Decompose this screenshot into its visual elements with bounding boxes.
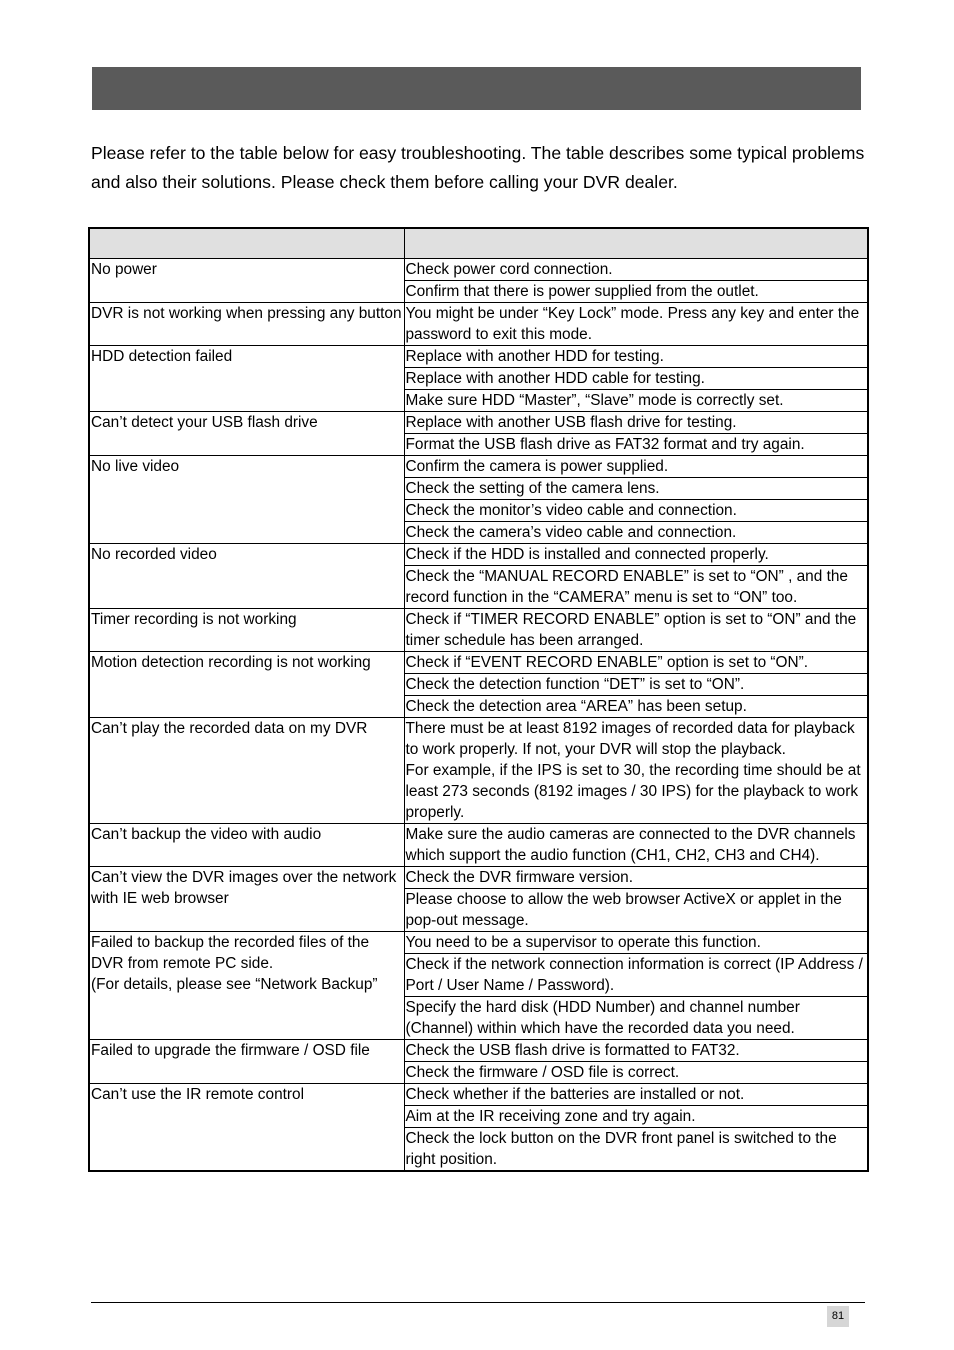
solution-cell: Check the monitor’s video cable and connection. (404, 500, 868, 522)
solution-cell: Check the DVR firmware version. (404, 867, 868, 889)
header-problem (89, 228, 404, 259)
problem-cell: No recorded video (89, 544, 404, 609)
problem-cell: Can’t detect your USB flash drive (89, 412, 404, 456)
problem-cell: Can’t use the IR remote control (89, 1084, 404, 1172)
page-number: 81 (827, 1306, 849, 1327)
solution-cell: Check the lock button on the DVR front panel is switched to the right position. (404, 1128, 868, 1172)
table-row (89, 652, 868, 674)
solution-cell: Aim at the IR receiving zone and try again. (404, 1106, 868, 1128)
solution-cell: Check the detection area “AREA” has been setup. (404, 696, 868, 718)
troubleshooting-table (88, 227, 869, 1172)
problem-cell: DVR is not working when pressing any button (89, 303, 404, 346)
problem-cell: Failed to upgrade the firmware / OSD file (89, 1040, 404, 1084)
table-row (89, 867, 868, 889)
solution-cell: Check if “TIMER RECORD ENABLE” option is set to “ON” and the timer schedule has been arranged. (404, 609, 868, 652)
problem-cell: Failed to backup the recorded files of the DVR from remote PC side. (For details, please see “Network Backup” (89, 932, 404, 1040)
problem-cell: Motion detection recording is not working (89, 652, 404, 718)
table-row (89, 544, 868, 566)
solution-cell: Confirm the camera is power supplied. (404, 456, 868, 478)
problem-cell: No power (89, 259, 404, 303)
table-header-row (89, 228, 868, 259)
solution-cell: Check if the network connection information is correct (IP Address / Port / User Name / Password). (404, 954, 868, 997)
table-row (89, 259, 868, 281)
solution-cell: Check the camera’s video cable and connection. (404, 522, 868, 544)
solution-cell: Check the USB flash drive is formatted to FAT32. (404, 1040, 868, 1062)
solution-cell: Format the USB flash drive as FAT32 format and try again. (404, 434, 868, 456)
solution-cell: Check the “MANUAL RECORD ENABLE” is set to “ON” , and the record function in the “CAMERA” menu is set to “ON” too. (404, 566, 868, 609)
solution-cell: Check if the HDD is installed and connected properly. (404, 544, 868, 566)
solution-cell: There must be at least 8192 images of recorded data for playback to work properly. If not, your DVR will stop the playback. For example, if the IPS is set to 30, the recording time should be at least 273 seconds (8192 images / 30 IPS) for the playback to work properly. (404, 718, 868, 824)
solution-cell: Replace with another USB flash drive for testing. (404, 412, 868, 434)
solution-cell: Specify the hard disk (HDD Number) and channel number (Channel) within which have the recorded data you need. (404, 997, 868, 1040)
problem-cell: No live video (89, 456, 404, 544)
solution-cell: Replace with another HDD for testing. (404, 346, 868, 368)
solution-cell: Please choose to allow the web browser ActiveX or applet in the pop-out message. (404, 889, 868, 932)
table-row (89, 412, 868, 434)
table-row (89, 1040, 868, 1062)
solution-cell: Confirm that there is power supplied from the outlet. (404, 281, 868, 303)
table-row (89, 303, 868, 346)
header-solution (404, 228, 868, 259)
table-row (89, 609, 868, 652)
solution-cell: Check power cord connection. (404, 259, 868, 281)
solution-cell: Check if “EVENT RECORD ENABLE” option is set to “ON”. (404, 652, 868, 674)
solution-cell: Check whether if the batteries are installed or not. (404, 1084, 868, 1106)
table-row (89, 718, 868, 824)
problem-cell: Can’t view the DVR images over the network with IE web browser (89, 867, 404, 932)
footer-divider (91, 1302, 865, 1303)
problem-cell: Timer recording is not working (89, 609, 404, 652)
solution-cell: Check the setting of the camera lens. (404, 478, 868, 500)
table-row (89, 824, 868, 867)
problem-cell: Can’t backup the video with audio (89, 824, 404, 867)
problem-cell: Can’t play the recorded data on my DVR (89, 718, 404, 824)
table-row (89, 1084, 868, 1106)
solution-cell: Check the firmware / OSD file is correct. (404, 1062, 868, 1084)
solution-cell: You might be under “Key Lock” mode. Press any key and enter the password to exit this mode. (404, 303, 868, 346)
solution-cell: Make sure the audio cameras are connected to the DVR channels which support the audio function (CH1, CH2, CH3 and CH4). (404, 824, 868, 867)
problem-cell: HDD detection failed (89, 346, 404, 412)
solution-cell: You need to be a supervisor to operate this function. (404, 932, 868, 954)
table-row (89, 456, 868, 478)
solution-cell: Replace with another HDD cable for testing. (404, 368, 868, 390)
table-row (89, 932, 868, 954)
troubleshooting-table-container (88, 227, 867, 1172)
intro-paragraph: Please refer to the table below for easy troubleshooting. The table describes some typical problems and also their solutions. Please check them before calling your DVR dealer. (91, 143, 865, 192)
section-header-bar (92, 67, 861, 110)
table-body (89, 259, 868, 1172)
solution-cell: Check the detection function “DET” is set to “ON”. (404, 674, 868, 696)
table-row (89, 346, 868, 368)
solution-cell: Make sure HDD “Master”, “Slave” mode is correctly set. (404, 390, 868, 412)
